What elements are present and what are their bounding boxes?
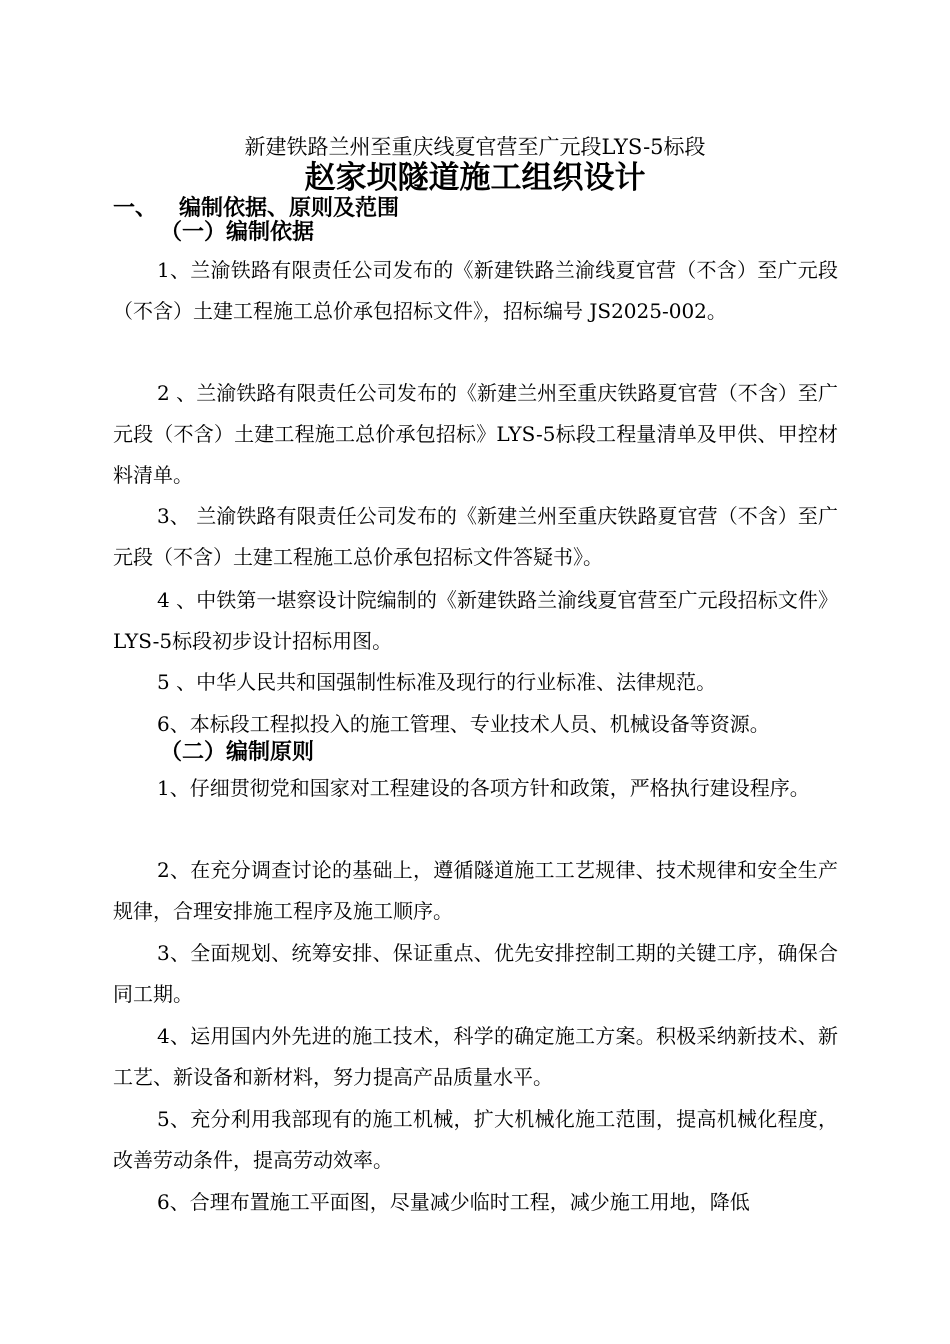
subsection-heading-basis: （一）编制依据 [160,219,315,245]
basis-item: 1、兰渝铁路有限责任公司发布的《新建铁路兰渝线夏官营（不含）至广元段（不含）土建工程施工总价承包招标文件》，招标编号 JS2025-002。 [113,258,838,323]
section-title: 编制依据、原则及范围 [179,195,400,221]
subsection-heading-principles: （二）编制原则 [160,739,315,765]
principle-item: 2、在充分调查讨论的基础上，遵循隧道施工工艺规律、技术规律和安全生产规律，合理安排施工程序及施工顺序。 [113,858,838,923]
principle-item: 6、合理布置施工平面图，尽量减少临时工程，减少施工用地，降低 [157,1190,750,1214]
document-title: 赵家坝隧道施工组织设计 [304,160,646,196]
principle-item: 5、充分利用我部现有的施工机械，扩大机械化施工范围，提高机械化程度，改善劳动条件，提高劳动效率。 [113,1107,838,1172]
principle-item: 1、仔细贯彻党和国家对工程建设的各项方针和政策，严格执行建设程序。 [157,776,810,800]
basis-item: 3、 兰渝铁路有限责任公司发布的《新建兰州至重庆铁路夏官营（不含）至广元段（不含）土建工程施工总价承包招标文件答疑书》。 [113,504,838,569]
basis-item: 2 、兰渝铁路有限责任公司发布的《新建兰州至重庆铁路夏官营（不含）至广元段（不含）土建工程施工总价承包招标》LYS-5标段工程量清单及甲供、甲控材料清单。 [113,381,838,487]
basis-item: 5 、中华人民共和国强制性标准及现行的行业标准、法律规范。 [157,670,717,694]
principle-item: 4、运用国内外先进的施工技术，科学的确定施工方案。积极采纳新技术、新工艺、新设备和新材料，努力提高产品质量水平。 [113,1024,838,1089]
basis-item: 6、本标段工程拟投入的施工管理、专业技术人员、机械设备等资源。 [157,712,770,736]
document-subtitle: 新建铁路兰州至重庆线夏官营至广元段LYS-5标段 [244,135,706,159]
basis-item: 4 、中铁第一堪察设计院编制的《新建铁路兰渝线夏官营至广元段招标文件》LYS-5标段初步设计招标用图。 [113,588,838,653]
section-number: 一、 [113,195,158,221]
principle-item: 3、全面规划、统筹安排、保证重点、优先安排控制工期的关键工序，确保合同工期。 [113,941,838,1006]
